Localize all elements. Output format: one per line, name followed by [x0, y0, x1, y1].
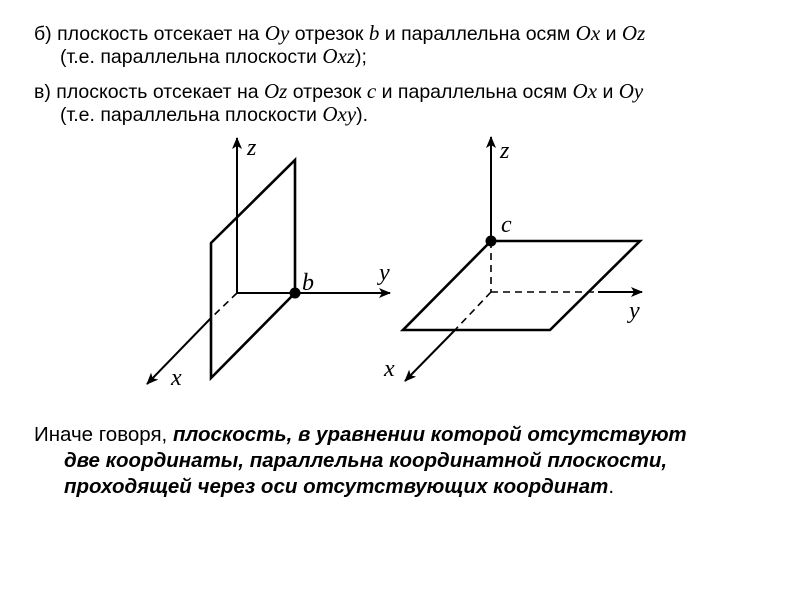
right-y-label: y — [629, 298, 640, 324]
right-z-label: z — [500, 138, 510, 164]
figure-right-plane-oxy — [383, 137, 642, 382]
conclusion-paragraph — [34, 422, 774, 500]
left-x-label: x — [171, 365, 182, 391]
axis-name-oz: Oz — [621, 21, 646, 45]
left-point-label: b — [302, 270, 314, 296]
right-x-label: x — [384, 356, 395, 382]
conclusion-bold-line-3: проходящей через оси отсутствующих координат — [64, 475, 609, 498]
right-plane — [403, 241, 640, 330]
para-v-line-1: в) плоскость отсекает на Oz отрезок c и параллельна осям Ox и Oy — [34, 79, 644, 103]
plane-name-oxz: Oxz — [322, 44, 355, 68]
para-b-line-2: (т.е. параллельна плоскости Oxz); — [60, 44, 367, 68]
conclusion-intro: Иначе говоря, — [34, 423, 173, 446]
para-b-line-1: б) плоскость отсекает на Oy отрезок b и параллельна осям Ox и Oz — [34, 21, 646, 45]
axis-name-oy: Oy — [264, 21, 290, 45]
point-b-marker — [290, 288, 301, 299]
right-point-label: c — [501, 212, 512, 238]
conclusion-end: . — [608, 475, 615, 498]
segment-variable-b: b — [368, 21, 380, 45]
conclusion-line-3 — [34, 474, 774, 500]
para-v-line-2: (т.е. параллельна плоскости Oxy). — [60, 102, 369, 126]
left-z-label: z — [247, 135, 257, 161]
figure-left-plane-oxz — [147, 135, 390, 391]
plane-name-oxy: Oxy — [322, 102, 357, 126]
axis-name-oz: Oz — [263, 79, 288, 103]
segment-variable-c: c — [366, 79, 377, 103]
conclusion-bold-line-1: плоскость, в уравнении которой отсутствуют — [172, 423, 687, 446]
left-plane — [211, 160, 295, 378]
axis-name-ox: Ox — [575, 21, 601, 45]
point-c-marker — [486, 236, 497, 247]
right-x-axis-hidden — [455, 292, 491, 330]
axis-name-ox: Ox — [572, 79, 598, 103]
right-x-axis — [405, 330, 455, 381]
left-y-label: y — [379, 260, 390, 286]
axis-name-oy: Oy — [618, 79, 644, 103]
left-x-axis-hidden — [211, 293, 237, 318]
conclusion-bold-line-2: две координаты, параллельна координатной плоскости, — [64, 449, 668, 472]
